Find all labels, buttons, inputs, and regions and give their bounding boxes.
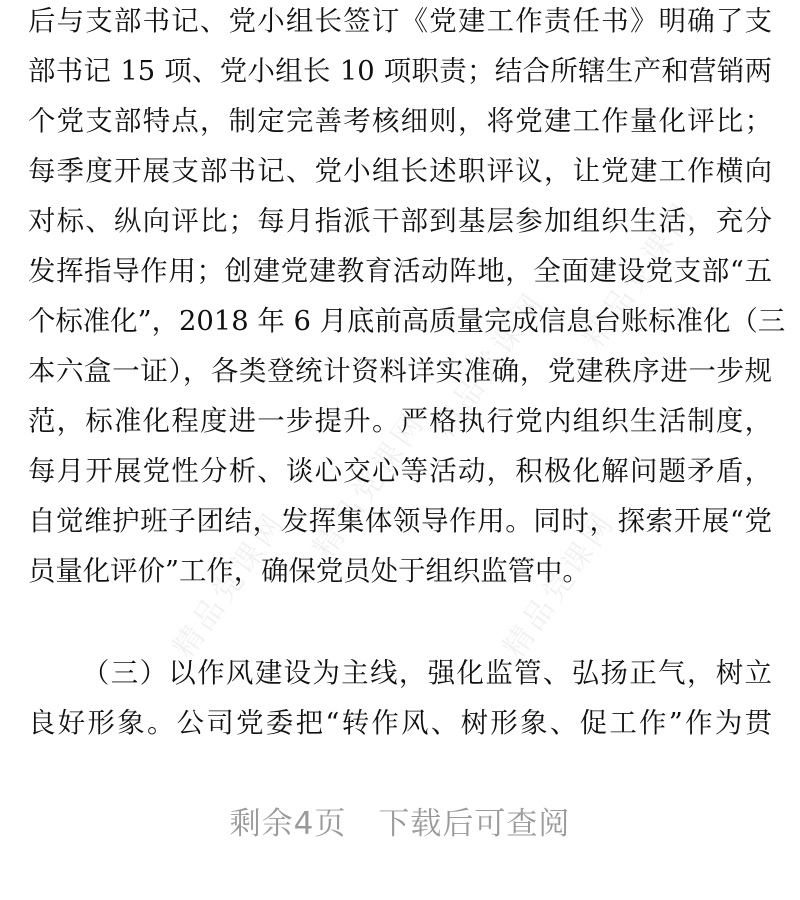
remaining-pages-label: 剩余4页 xyxy=(229,806,347,842)
text-line: 自觉维护班子团结，发挥集体领导作用。同时，探索开展“党 xyxy=(28,506,772,537)
text-line: 每季度开展支部书记、党小组长述职评议，让党建工作横向 xyxy=(28,156,772,187)
text-line: 对标、纵向评比；每月指派干部到基层参加组织生活，充分 xyxy=(28,206,772,237)
download-prompt-banner[interactable] xyxy=(0,796,800,852)
text-line: 范，标准化程度进一步提升。严格执行党内组织生活制度， xyxy=(28,406,772,437)
text-line: 个标准化”，2018 年 6 月底前高质量完成信息台账标准化（三 xyxy=(28,306,786,337)
watermark: 精品党课网 xyxy=(306,405,433,565)
text-line: 后与支部书记、党小组长签订《党建工作责任书》明确了支 xyxy=(28,6,772,37)
download-to-view-label: 下载后可查阅 xyxy=(378,806,571,842)
watermark: 精品党课网 xyxy=(576,195,703,355)
text-line: 个党支部特点，制定完善考核细则，将党建工作量化评比； xyxy=(28,106,772,137)
section-heading-line: （三）以作风建设为主线，强化监管、弘扬正气，树立 xyxy=(82,658,772,689)
text-line: 部书记 15 项、党小组长 10 项职责；结合所辖生产和营销两 xyxy=(28,56,772,87)
text-line: 良好形象。公司党委把“转作风、树形象、促工作”作为贯 xyxy=(28,708,772,739)
text-line: 员量化评价”工作，确保党员处于组织监管中。 xyxy=(28,556,590,587)
text-line: 本六盒一证），各类登统计资料详实准确，党建秩序进一步规 xyxy=(28,356,772,387)
text-line: 发挥指导作用；创建党建教育活动阵地，全面建设党支部“五 xyxy=(28,256,772,287)
text-line: 每月开展党性分析、谈心交心等活动，积极化解问题矛盾， xyxy=(28,456,772,487)
watermark: 精品党课网 xyxy=(426,285,553,445)
watermark: 精品党课网 xyxy=(166,505,293,665)
watermark: 精品党课网 xyxy=(496,505,623,665)
